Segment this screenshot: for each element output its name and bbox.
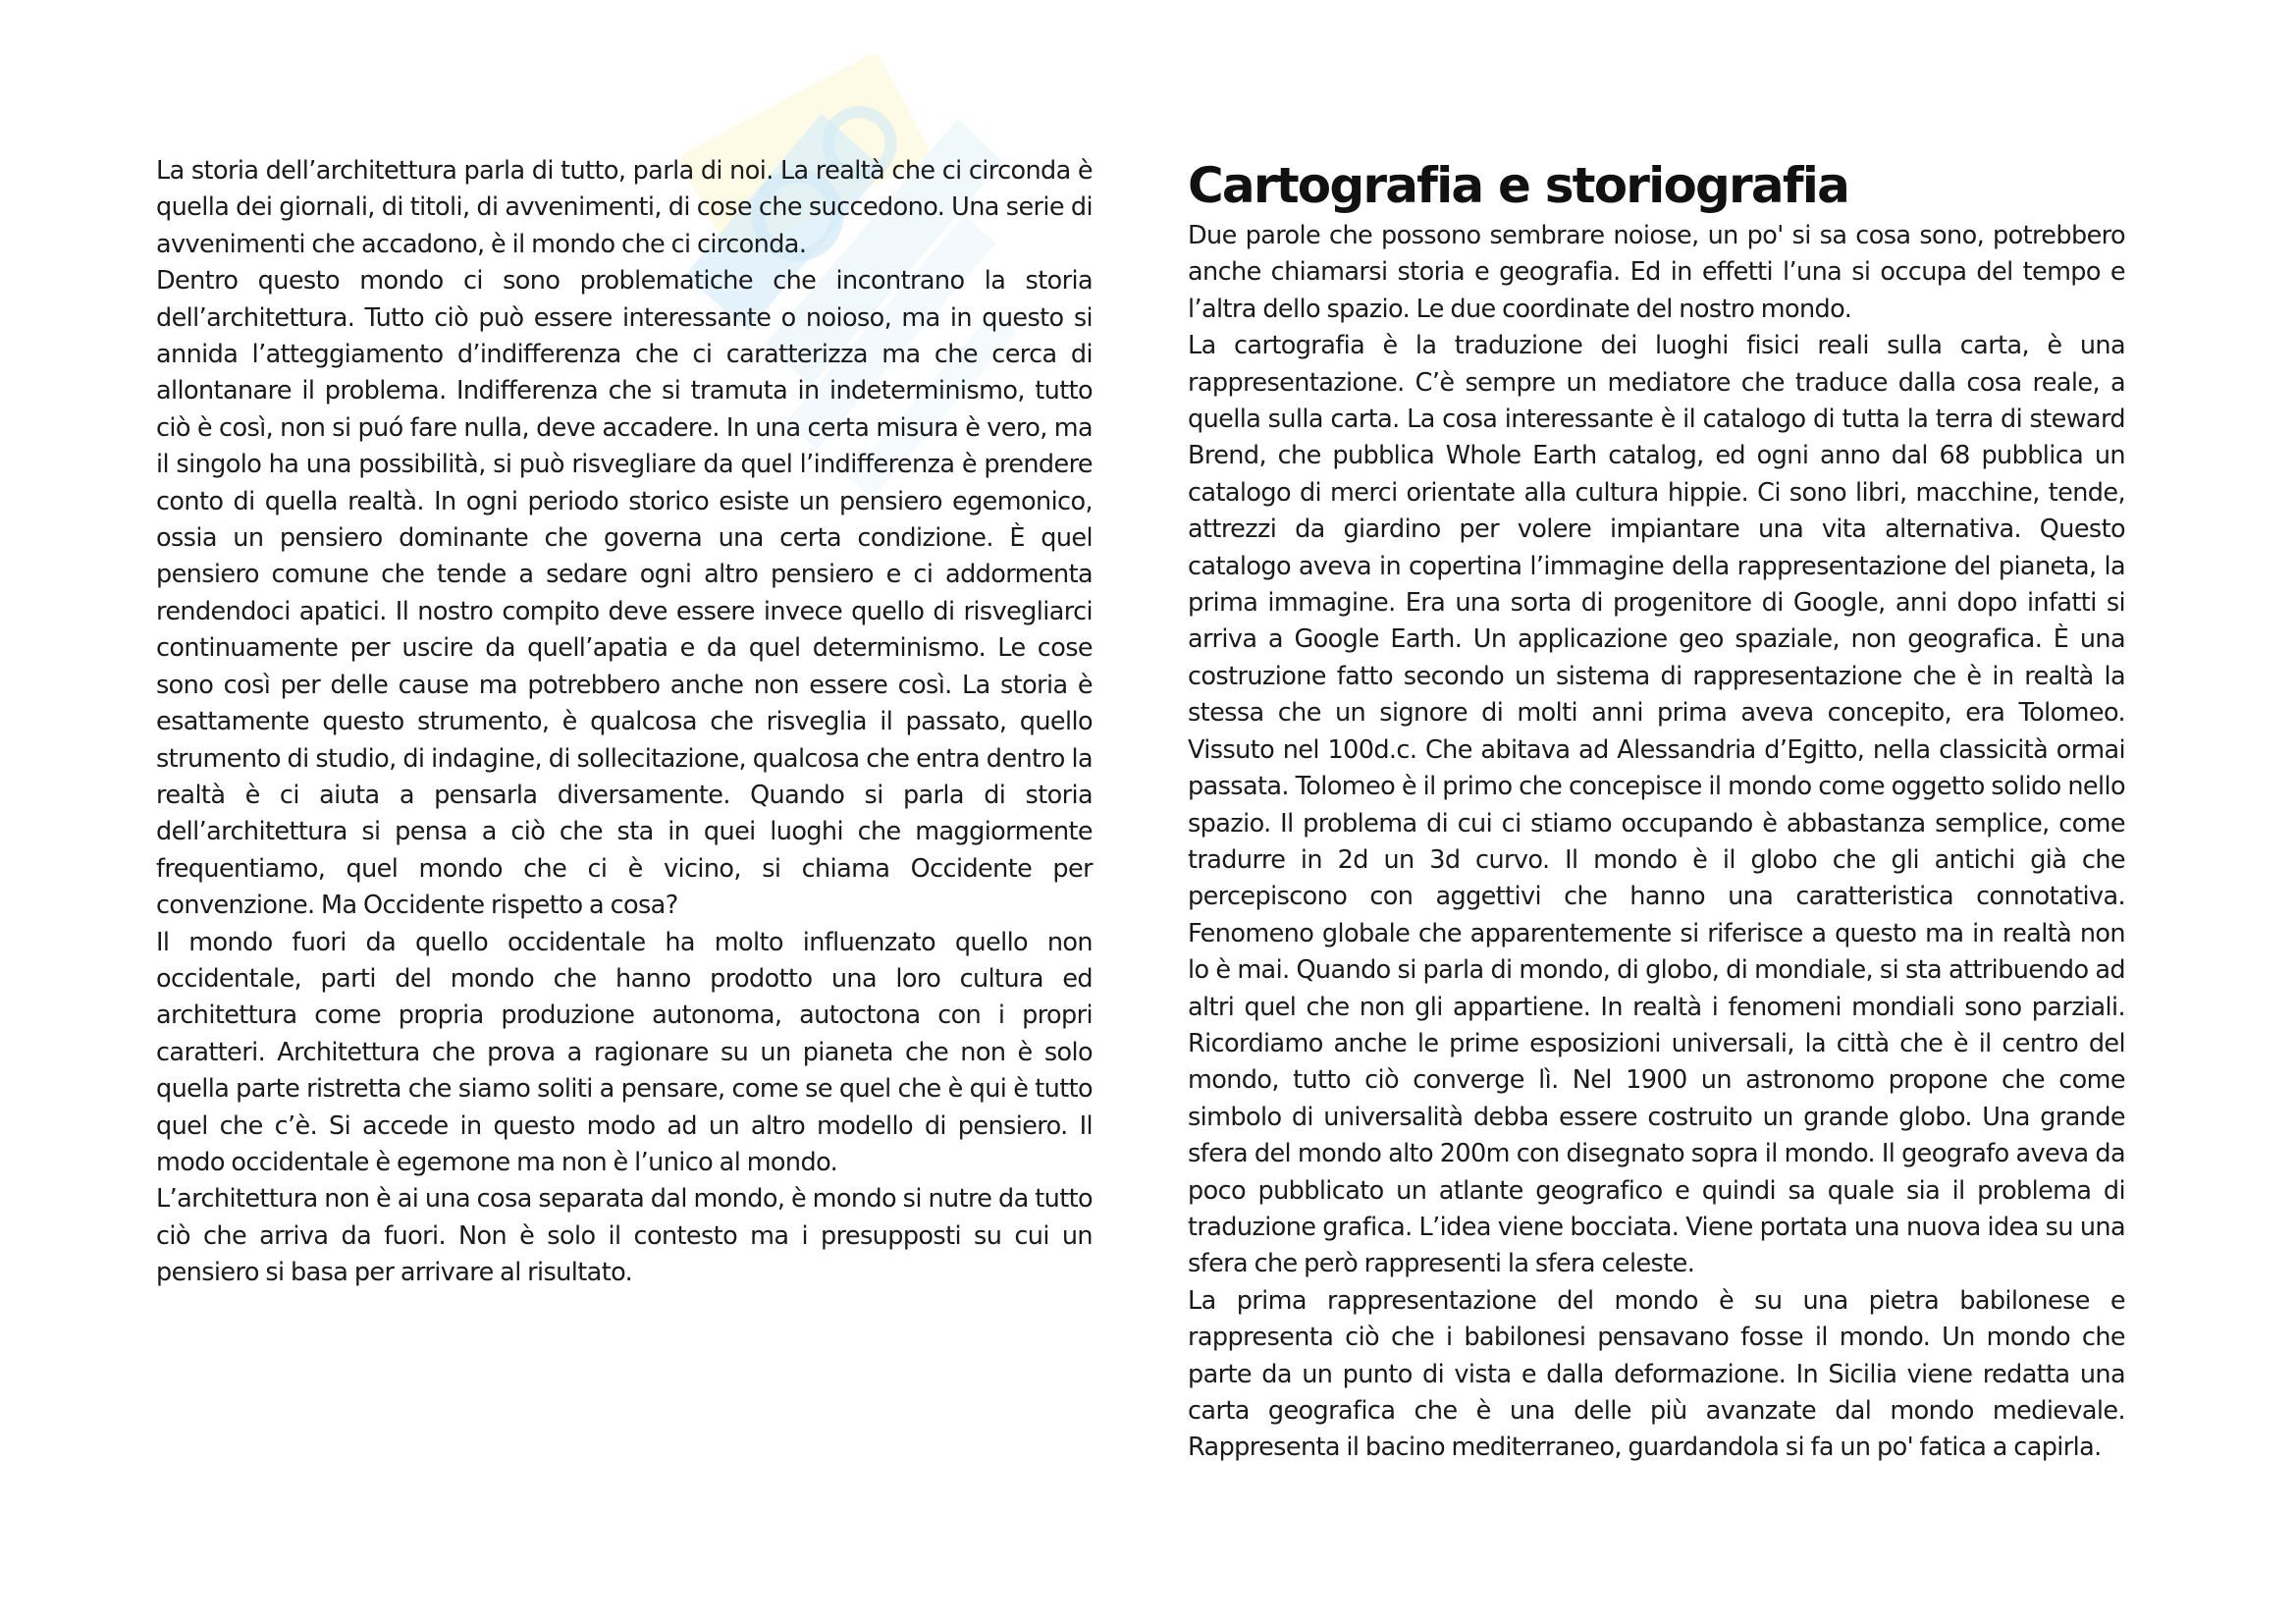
right-text-column	[1188, 218, 2125, 1467]
left-paragraph-4: L’architettura non è ai una cosa separata dal mondo, è mondo si nutre da tutto ciò che arriva da fuori. Non è solo il contesto ma i presupposti su cui un pensiero si basa per arrivare al risultato.	[156, 1184, 1093, 1288]
left-paragraph-3: Il mondo fuori da quello occidentale ha molto influenzato quello non occidentale, parti del mondo che hanno prodotto una loro cultura ed architettura come propria produzione autonoma, autoctona con i propri caratteri. Architettura che prova a ragionare su un pianeta che non è solo quella parte ristretta che siamo soliti a pensare, come se quel che è qui è tutto quel che c’è. Si accede in questo modo ad un altro modello di pensiero. Il modo occidentale è egemone ma non è l’unico al mondo.	[156, 927, 1093, 1177]
right-paragraph-2: La cartografia è la traduzione dei luoghi fisici reali sulla carta, è una rappresentazione. C’è sempre un mediatore che traduce dalla cosa reale, a quella sulla carta. La cosa interessante è il catalogo di tutta la terra di steward Brend, che pubblica Whole Earth catalog, ed ogni anno dal 68 pubblica un catalogo di merci orientate alla cultura hippie. Ci sono libri, macchine, tende, attrezzi da giardino per volere impiantare una vita alternativa. Questo catalogo aveva in copertina l’immagine della rappresentazione del pianeta, la prima immagine. Era una sorta di progenitore di Google, anni dopo infatti si arriva a Google Earth. Un applicazione geo spaziale, non geografica. È una costruzione fatto secondo un sistema di rappresentazione che è in realtà la stessa che un signore di molti anni prima aveva concepito, era Tolomeo. Vissuto nel 100d.c. Che abitava ad Alessandria d’Egitto, nella classicità ormai passata. Tolomeo è il primo che concepisce il mondo come oggetto solido nello spazio. Il problema di cui ci stiamo occupando è abbastanza semplice, come tradurre in 2d un 3d curvo. Il mondo è il globo che gli antichi già che percepiscono con aggettivi che hanno una caratteristica connotativa. Fenomeno globale che apparentemente si riferisce a questo ma in realtà non lo è mai. Quando si parla di mondo, di globo, di mondiale, si sta attribuendo ad altri quel che non gli appartiene. In realtà i fenomeni mondiali sono parziali. Ricordiamo anche le prime esposizioni universali, la città che è il centro del mondo, tutto ciò converge lì. Nel 1900 un astronomo propone che come simbolo di universalità debba essere costruito un grande globo. Una grande sfera del mondo alto 200m con disegnato sopra il mondo. Il geografo aveva da poco pubblicato un atlante geografico e quindi sa quale sia il problema di traduzione grafica. L’idea viene bocciata. Viene portata una nuova idea su una sfera che però rappresenti la sfera celeste.	[1188, 331, 2125, 1279]
left-paragraph-2: Dentro questo mondo ci sono problematiche che incontrano la storia dell’architettura. Tutto ciò può essere interessante o noioso, ma in questo si annida l’atteggiamento d’indifferenza che ci caratterizza ma che cerca di allontanare il problema. Indifferenza che si tramuta in indeterminismo, tutto ciò è così, non si puó fare nulla, deve accadere. In una certa misura è vero, ma il singolo ha una possibilità, si può risvegliare da quel l’indifferenza è prendere conto di quella realtà. In ogni periodo storico esiste un pensiero egemonico, ossia un pensiero dominante che governa una certa condizione. È quel pensiero comune che tende a sedare ogni altro pensiero e ci addormenta rendendoci apatici. Il nostro compito deve essere invece quello di risvegliarci continuamente per uscire da quell’apatia e da quel determinismo. Le cose sono così per delle cause ma potrebbero anche non essere così. La storia è esattamente questo strumento, è qualcosa che risveglia il passato, quello strumento di studio, di indagine, di sollecitazione, qualcosa che entra dentro la realtà è ci aiuta a pensarla diversamente. Quando si parla di storia dell’architettura si pensa a ciò che sta in quei luoghi che maggiormente frequentiamo, quel mondo che ci è vicino, si chiama Occidente per convenzione. Ma Occidente rispetto a cosa?	[156, 266, 1093, 921]
section-title: Cartografia e storiografia	[1188, 157, 1849, 214]
right-paragraph-1: Due parole che possono sembrare noiose, un po' si sa cosa sono, potrebbero anche chiamarsi storia e geografia. Ed in effetti l’una si occupa del tempo e l’altra dello spazio. Le due coordinate del nostro mondo.	[1188, 221, 2125, 324]
left-paragraph-1: La storia dell’architettura parla di tutto, parla di noi. La realtà che ci circonda è quella dei giornali, di titoli, di avvenimenti, di cose che succedono. Una serie di avvenimenti che accadono, è il mondo che ci circonda.	[156, 156, 1093, 259]
left-text-column	[156, 153, 1093, 1292]
right-paragraph-3: La prima rappresentazione del mondo è su una pietra babilonese e rappresenta ciò che i babilonesi pensavano fosse il mondo. Un mondo che parte da un punto di vista e dalla deformazione. In Sicilia viene redatta una carta geografica che è una delle più avanzate dal mondo medievale. Rappresenta il bacino mediterraneo, guardandola si fa un po' fatica a capirla.	[1188, 1285, 2125, 1463]
